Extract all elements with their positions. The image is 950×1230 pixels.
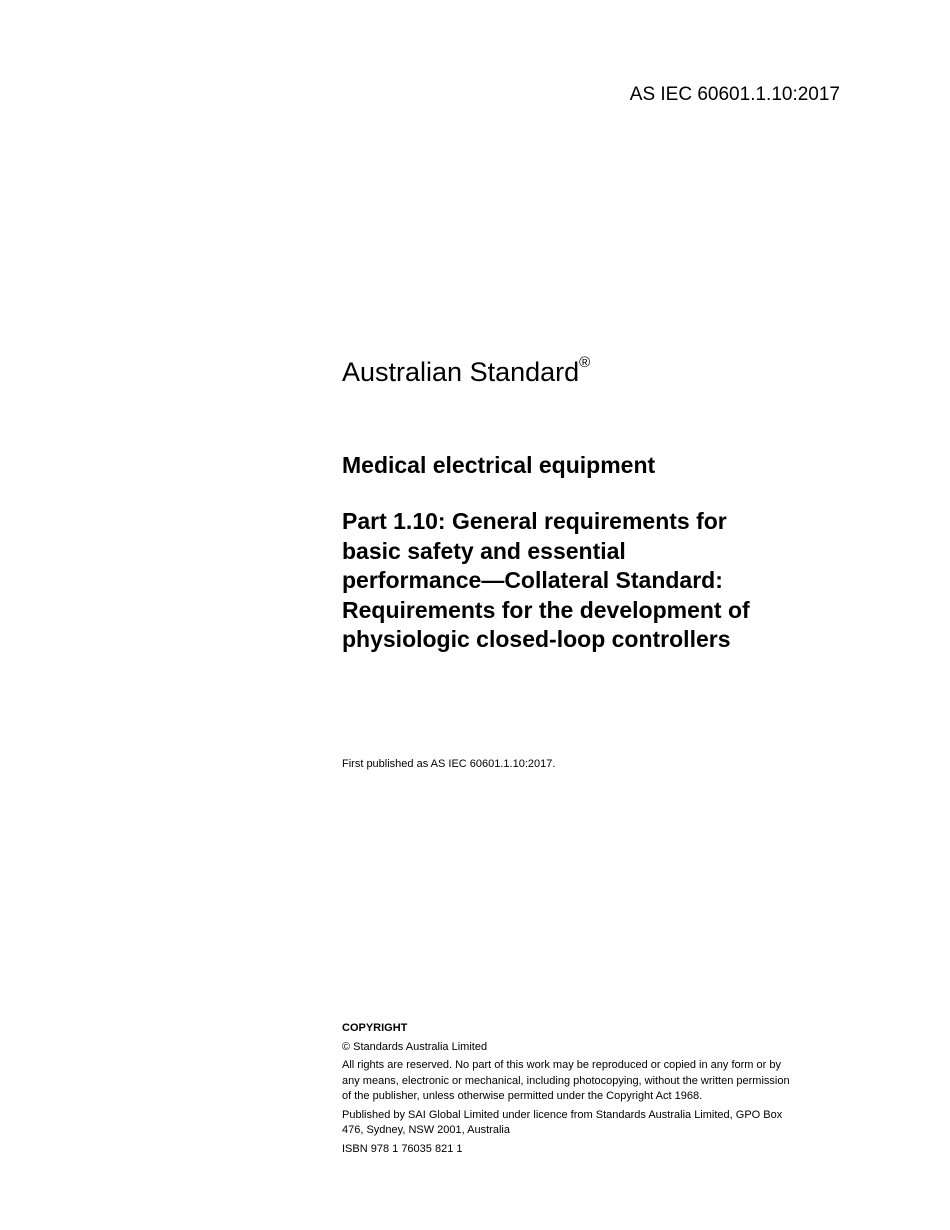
copyright-block xyxy=(342,1021,842,1160)
part-title xyxy=(342,507,842,655)
publisher-statement xyxy=(342,1108,842,1139)
rights-statement-line: any means, electronic or mechanical, including photocopying, without the written permission xyxy=(342,1074,790,1087)
publication-note: First published as AS IEC 60601.1.10:2017. xyxy=(342,758,556,770)
part-title-line: physiologic closed-loop controllers xyxy=(342,626,731,652)
publisher-statement-line: 476, Sydney, NSW 2001, Australia xyxy=(342,1124,510,1136)
part-title-line: basic safety and essential xyxy=(342,537,626,564)
isbn: ISBN 978 1 76035 821 1 xyxy=(342,1142,463,1155)
standard-designation: AS IEC 60601.1.10:2017 xyxy=(629,84,840,105)
registered-trademark-mark: ® xyxy=(579,354,591,371)
document-title: Medical electrical equipment xyxy=(342,452,656,478)
copyright-owner: © Standards Australia Limited xyxy=(342,1040,488,1053)
rights-statement-line: All rights are reserved. No part of this work may be reproduced or copied in any form or by xyxy=(342,1059,781,1071)
copyright-heading: COPYRIGHT xyxy=(342,1022,408,1034)
publisher-statement-line: Published by SAI Global Limited under licence from Standards Australia Limited, GPO Box xyxy=(342,1108,783,1121)
rights-statement xyxy=(342,1058,842,1105)
series-name xyxy=(342,354,591,388)
series-name-text: Australian Standard xyxy=(342,357,580,387)
part-title-line: Part 1.10: General requirements for xyxy=(342,508,727,534)
rights-statement-line: of the publisher, unless otherwise permitted under the Copyright Act 1968. xyxy=(342,1090,703,1102)
part-title-line: performance—Collateral Standard: xyxy=(342,567,723,593)
part-title-line: Requirements for the development of xyxy=(342,596,750,623)
